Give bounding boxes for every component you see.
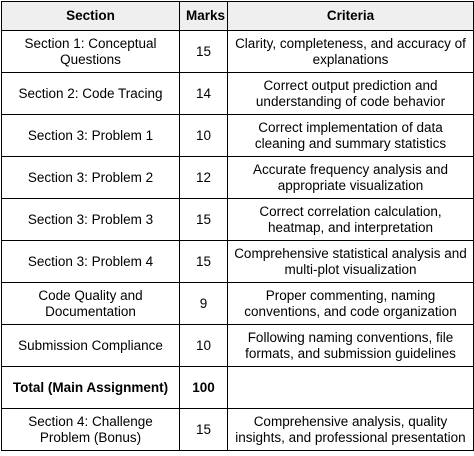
criteria-cell: Correct correlation calculation, heatmap, and interpretation <box>228 199 474 241</box>
table-row <box>2 241 474 283</box>
section-cell: Section 4: Challenge Problem (Bonus) <box>2 409 180 451</box>
marks-cell: 10 <box>180 115 228 157</box>
criteria-cell: Following naming conventions, file formats, and submission guidelines <box>228 325 474 367</box>
bonus-row <box>2 409 474 451</box>
table-row <box>2 199 474 241</box>
table-row <box>2 283 474 325</box>
criteria-cell: Accurate frequency analysis and appropriate visualization <box>228 157 474 199</box>
table-row <box>2 325 474 367</box>
section-cell: Submission Compliance <box>2 325 180 367</box>
table-row <box>2 31 474 73</box>
header-marks: Marks <box>180 2 228 31</box>
total-label-cell: Total (Main Assignment) <box>2 367 180 409</box>
marks-cell: 15 <box>180 31 228 73</box>
total-marks-cell: 100 <box>180 367 228 409</box>
criteria-cell: Comprehensive analysis, quality insights, and professional presentation <box>228 409 474 451</box>
section-cell: Section 1: Conceptual Questions <box>2 31 180 73</box>
header-criteria: Criteria <box>228 2 474 31</box>
marks-cell: 10 <box>180 325 228 367</box>
marks-cell: 15 <box>180 199 228 241</box>
header-row <box>2 2 474 31</box>
marks-cell: 9 <box>180 283 228 325</box>
marks-cell: 12 <box>180 157 228 199</box>
criteria-cell: Clarity, completeness, and accuracy of explanations <box>228 31 474 73</box>
section-cell: Section 3: Problem 3 <box>2 199 180 241</box>
header-section: Section <box>2 2 180 31</box>
table-row <box>2 73 474 115</box>
section-cell: Section 3: Problem 2 <box>2 157 180 199</box>
section-cell: Section 2: Code Tracing <box>2 73 180 115</box>
marks-cell: 15 <box>180 409 228 451</box>
marks-cell: 15 <box>180 241 228 283</box>
criteria-cell: Proper commenting, naming conventions, and code organization <box>228 283 474 325</box>
criteria-cell: Correct output prediction and understanding of code behavior <box>228 73 474 115</box>
section-cell: Section 3: Problem 1 <box>2 115 180 157</box>
table-row <box>2 157 474 199</box>
total-row <box>2 367 474 409</box>
total-criteria-cell <box>228 367 474 409</box>
criteria-cell: Comprehensive statistical analysis and multi-plot visualization <box>228 241 474 283</box>
section-cell: Code Quality and Documentation <box>2 283 180 325</box>
criteria-cell: Correct implementation of data cleaning and summary statistics <box>228 115 474 157</box>
section-cell: Section 3: Problem 4 <box>2 241 180 283</box>
table-row <box>2 115 474 157</box>
marks-cell: 14 <box>180 73 228 115</box>
marks-table <box>1 1 474 451</box>
